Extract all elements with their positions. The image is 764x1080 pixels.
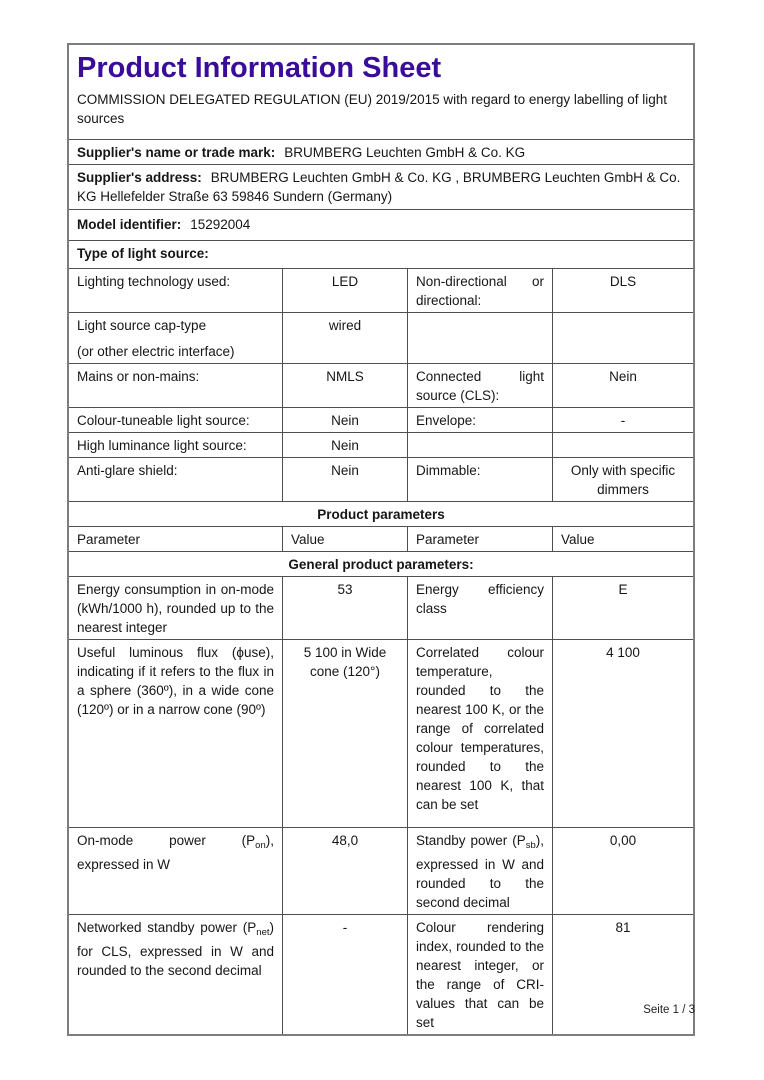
value-high-luminance: Nein <box>282 433 407 457</box>
value-empty <box>552 313 693 363</box>
type-of-light-source-label: Type of light source: <box>77 246 209 261</box>
on-mode-power-subscript: on <box>255 840 266 851</box>
table-row <box>69 827 693 914</box>
on-mode-power-text: ), expressed in W <box>77 833 274 872</box>
cap-type-line2: (or other electric interface) <box>77 344 235 359</box>
param-anti-glare: Anti-glare shield: <box>77 463 178 478</box>
value-directionality: DLS <box>552 269 693 312</box>
regulation-subtitle: COMMISSION DELEGATED REGULATION (EU) 2019/2015 with regard to energy labelling of light sources <box>77 92 667 126</box>
type-of-light-source-row <box>69 240 693 268</box>
networked-standby-text: ) for CLS, expressed in W and rounded to the second decimal <box>77 920 274 978</box>
standby-power-text: Standby power (P <box>416 833 526 848</box>
header-block <box>69 45 693 139</box>
on-mode-power-text: On-mode power (P <box>77 833 256 848</box>
value-envelope: - <box>552 408 693 432</box>
table-row <box>69 363 693 407</box>
table-row <box>69 457 693 501</box>
table-row <box>69 639 693 827</box>
model-identifier-value: 15292004 <box>190 217 251 232</box>
value-connected-light-source: Nein <box>552 364 693 407</box>
product-information-sheet <box>67 43 695 1036</box>
value-anti-glare: Nein <box>282 458 407 501</box>
column-header-value-2: Value <box>552 527 693 551</box>
model-identifier-label: Model identifier: <box>77 217 182 232</box>
value-standby-power: 0,00 <box>552 828 693 914</box>
value-cap-type: wired <box>282 313 407 363</box>
supplier-address-row <box>69 164 693 209</box>
column-header-parameter-1: Parameter <box>77 532 141 547</box>
page-title: Product Information Sheet <box>77 52 442 84</box>
value-correlated-colour-temperature: 4 100 <box>552 640 693 827</box>
column-header-value-1: Value <box>282 527 407 551</box>
param-directionality: Non-directional or directional: <box>407 269 552 312</box>
param-correlated-colour-temperature: Correlated colour temperature, rounded to the nearest 100 K, or the range of correlated colour temperatures, rounded to the nearest 100 K, that can be set <box>407 640 552 827</box>
value-energy-consumption: 53 <box>282 577 407 639</box>
value-dimmable: Only with specific dimmers <box>552 458 693 501</box>
param-mains: Mains or non-mains: <box>77 369 200 384</box>
value-networked-standby-power: - <box>282 915 407 1034</box>
page-number: Seite 1 / 3 <box>643 1004 695 1016</box>
general-product-parameters-title: General product parameters: <box>288 557 474 572</box>
table-row <box>69 312 693 363</box>
table-row <box>69 576 693 639</box>
cap-type-line1: Light source cap-type <box>77 318 207 333</box>
type-of-light-source-cell <box>69 241 693 268</box>
value-colour-rendering-index: 81 <box>552 915 693 1034</box>
value-lighting-technology: LED <box>282 269 407 312</box>
param-empty <box>407 433 552 457</box>
value-useful-luminous-flux: 5 100 in Wide cone (120°) <box>282 640 407 827</box>
param-lighting-technology: Lighting technology used: <box>77 274 231 289</box>
supplier-name-row <box>69 139 693 164</box>
table-row <box>69 268 693 312</box>
model-identifier-cell <box>69 212 693 240</box>
value-mains: NMLS <box>282 364 407 407</box>
param-connected-light-source: Connected light source (CLS): <box>407 364 552 407</box>
networked-standby-subscript: net <box>256 927 270 938</box>
param-standby-power <box>407 828 552 914</box>
standby-power-text: ), expressed in W and rounded to the second decimal <box>416 833 544 910</box>
value-empty <box>552 433 693 457</box>
header-cell <box>69 45 693 139</box>
param-energy-consumption: Energy consumption in on-mode (kWh/1000 h), rounded up to the nearest integer <box>77 582 274 635</box>
param-networked-standby-power <box>69 915 282 1034</box>
value-on-mode-power: 48,0 <box>282 828 407 914</box>
param-empty <box>407 313 552 363</box>
model-identifier-row <box>69 209 693 240</box>
param-dimmable: Dimmable: <box>407 458 552 501</box>
supplier-name-cell <box>69 140 693 164</box>
product-parameters-header <box>69 501 693 526</box>
supplier-address-value: BRUMBERG Leuchten GmbH & Co. KG , BRUMBERG Leuchten GmbH & Co. KG Hellefelder Straße 63 59846 Sundern (Germany) <box>77 170 681 204</box>
param-on-mode-power <box>69 828 282 914</box>
column-header-parameter-2: Parameter <box>407 527 552 551</box>
networked-standby-text: Networked standby power (P <box>77 920 257 935</box>
supplier-name-value: BRUMBERG Leuchten GmbH & Co. KG <box>284 145 526 160</box>
param-energy-efficiency-class: Energy efficiency class <box>407 577 552 639</box>
standby-power-subscript: sb <box>525 840 536 851</box>
param-cap-type <box>69 313 282 363</box>
product-parameters-title: Product parameters <box>317 507 445 522</box>
value-energy-efficiency-class: E <box>552 577 693 639</box>
general-product-parameters-header <box>69 551 693 576</box>
param-envelope: Envelope: <box>407 408 552 432</box>
column-header-row <box>69 526 693 551</box>
table-row <box>69 914 693 1034</box>
param-useful-luminous-flux: Useful luminous flux (ϕuse), indicating if it refers to the flux in a sphere (360º), in a wide cone (120º) or in a narrow cone (90º) <box>77 645 274 717</box>
supplier-address-cell <box>69 165 693 209</box>
table-row <box>69 407 693 432</box>
supplier-name-label: Supplier's name or trade mark: <box>77 145 276 160</box>
value-colour-tuneable: Nein <box>282 408 407 432</box>
param-colour-rendering-index: Colour rendering index, rounded to the nearest integer, or the range of CRI-values that can be set <box>407 915 552 1034</box>
table-row <box>69 432 693 457</box>
param-high-luminance: High luminance light source: <box>77 438 247 453</box>
supplier-address-label: Supplier's address: <box>77 170 202 185</box>
param-colour-tuneable: Colour-tuneable light source: <box>77 413 250 428</box>
